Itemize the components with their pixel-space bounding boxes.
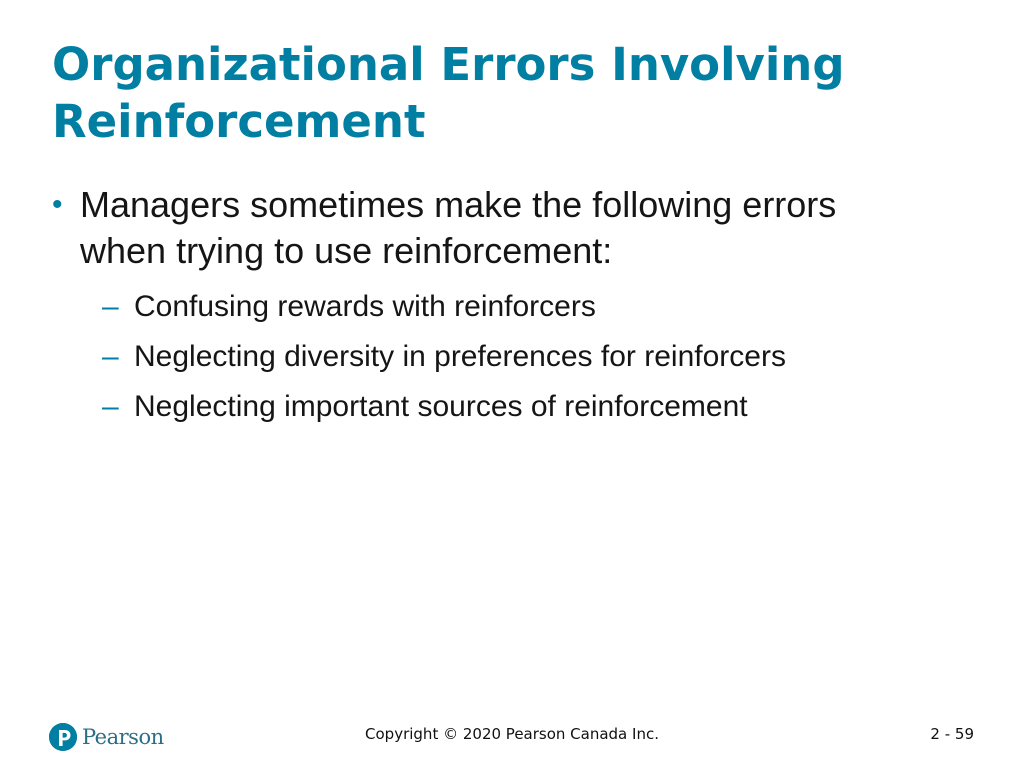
sub-bullet-item [102,332,952,382]
pearson-logo-text: Pearson [82,725,164,749]
slide-title [52,36,952,150]
dash-bullet-icon: – [102,390,119,423]
copyright-text: Copyright © 2020 Pearson Canada Inc. [365,725,659,743]
sub-bullet-item [102,282,952,332]
slide-title-line-2: Reinforcement [52,95,426,148]
sub-bullet-text: Neglecting diversity in preferences for reinforcers [134,340,786,373]
dash-bullet-icon: – [102,290,119,323]
page-number: 2 - 59 [930,725,974,743]
sub-bullet-item [102,382,952,432]
main-bullet-line-2: when trying to use reinforcement: [80,230,613,271]
dash-bullet-icon: – [102,340,119,373]
sub-bullet-text: Neglecting important sources of reinforcement [134,390,748,423]
bullet-list [52,182,952,432]
main-bullet [52,182,952,274]
bullet-dot-icon: • [52,188,63,221]
slide-title-line-1: Organizational Errors Involving [52,38,845,91]
sub-bullet-text: Confusing rewards with reinforcers [134,290,596,323]
main-bullet-line-1: Managers sometimes make the following errors [80,184,837,225]
sub-bullet-list [52,282,952,432]
